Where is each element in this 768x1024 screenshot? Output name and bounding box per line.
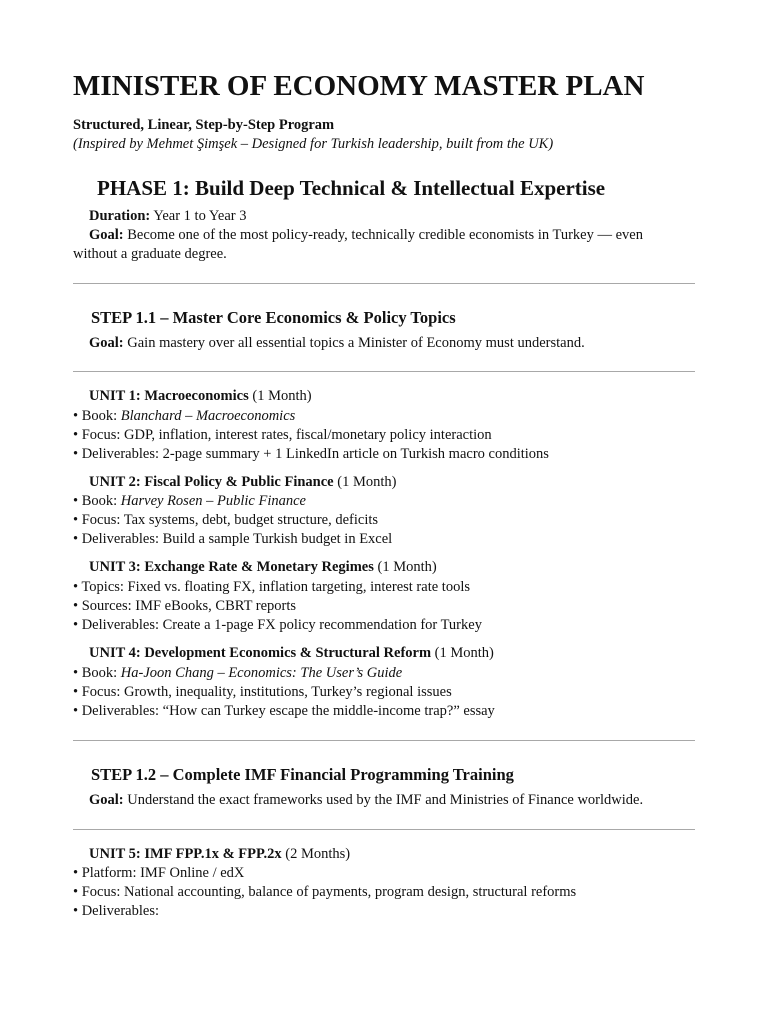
- duration-label: Duration:: [89, 208, 151, 224]
- step-1-2-title: STEP 1.2 – Complete IMF Financial Programming Training: [91, 765, 514, 784]
- step-1-1-goal: [89, 334, 585, 353]
- list-item: • Focus: GDP, inflation, interest rates, fiscal/monetary policy interaction: [73, 427, 492, 443]
- book-title: Blanchard – Macroeconomics: [120, 408, 296, 424]
- unit-title: UNIT 1: Macroeconomics: [89, 388, 249, 404]
- goal-text-line-1: Become one of the most policy-ready, technically credible economists in Turkey — even: [123, 227, 643, 243]
- item-label: • Book:: [73, 493, 121, 509]
- unit-duration: (1 Month): [373, 559, 437, 575]
- step-1-2-goal: [89, 791, 643, 810]
- list-item: • Deliverables: 2-page summary + 1 LinkedIn article on Turkish macro conditions: [73, 446, 549, 462]
- unit-duration: (1 Month): [431, 645, 494, 661]
- list-item: • Deliverables:: [73, 903, 160, 919]
- book-title: Harvey Rosen – Public Finance: [120, 493, 306, 509]
- list-item: • Deliverables: Build a sample Turkish budget in Excel: [73, 531, 393, 547]
- unit-2-heading: [89, 473, 396, 492]
- list-item: • Focus: Growth, inequality, institutions, Turkey’s regional issues: [73, 684, 452, 700]
- goal-text: Gain mastery over all essential topics a Minister of Economy must understand.: [123, 335, 585, 351]
- inspiration-note: (Inspired by Mehmet Şimşek – Designed for Turkish leadership, built from the UK): [73, 136, 554, 152]
- list-item: • Focus: Tax systems, debt, budget structure, deficits: [73, 512, 379, 528]
- unit-title: UNIT 2: Fiscal Policy & Public Finance: [89, 474, 334, 490]
- duration-value: Year 1 to Year 3: [150, 208, 247, 224]
- unit-5-heading: [89, 845, 350, 864]
- unit-4-heading: [89, 644, 494, 663]
- unit-3-heading: [89, 558, 437, 577]
- divider: [73, 829, 695, 830]
- phase-1-duration: [89, 207, 247, 226]
- goal-label: Goal:: [89, 335, 124, 351]
- goal-label: Goal:: [89, 792, 124, 808]
- list-item: • Deliverables: Create a 1-page FX policy recommendation for Turkey: [73, 617, 482, 633]
- document-title: MINISTER OF ECONOMY MASTER PLAN: [73, 70, 645, 102]
- list-item: • Sources: IMF eBooks, CBRT reports: [73, 598, 297, 614]
- unit-title: UNIT 5: IMF FPP.1x & FPP.2x: [89, 846, 282, 862]
- step-1-1-title: STEP 1.1 – Master Core Economics & Policy Topics: [91, 308, 456, 327]
- divider: [73, 740, 695, 741]
- list-item: [73, 664, 402, 683]
- list-item: [73, 407, 295, 426]
- divider: [73, 371, 695, 372]
- unit-title: UNIT 4: Development Economics & Structural Reform: [89, 645, 432, 661]
- item-label: • Book:: [73, 665, 121, 681]
- list-item: • Topics: Fixed vs. floating FX, inflation targeting, interest rate tools: [73, 579, 470, 595]
- list-item: • Focus: National accounting, balance of payments, program design, structural reforms: [73, 884, 577, 900]
- phase-1-goal: [89, 226, 643, 245]
- item-label: • Book:: [73, 408, 121, 424]
- phase-1-title: PHASE 1: Build Deep Technical & Intellectual Expertise: [97, 176, 606, 200]
- unit-duration: (1 Month): [333, 474, 397, 490]
- unit-1-heading: [89, 387, 312, 406]
- list-item: [73, 492, 306, 511]
- list-item: • Platform: IMF Online / edX: [73, 865, 245, 881]
- book-title: Ha-Joon Chang – Economics: The User’s Guide: [120, 665, 403, 681]
- goal-label: Goal:: [89, 227, 124, 243]
- unit-title: UNIT 3: Exchange Rate & Monetary Regimes: [89, 559, 374, 575]
- unit-duration: (2 Months): [281, 846, 351, 862]
- divider: [73, 283, 695, 284]
- unit-duration: (1 Month): [248, 388, 312, 404]
- goal-text-line-2: without a graduate degree.: [73, 246, 227, 262]
- list-item: • Deliverables: “How can Turkey escape the middle-income trap?” essay: [73, 703, 495, 719]
- document-subtitle: Structured, Linear, Step-by-Step Program: [73, 117, 335, 133]
- goal-text: Understand the exact frameworks used by the IMF and Ministries of Finance worldwide.: [123, 792, 644, 808]
